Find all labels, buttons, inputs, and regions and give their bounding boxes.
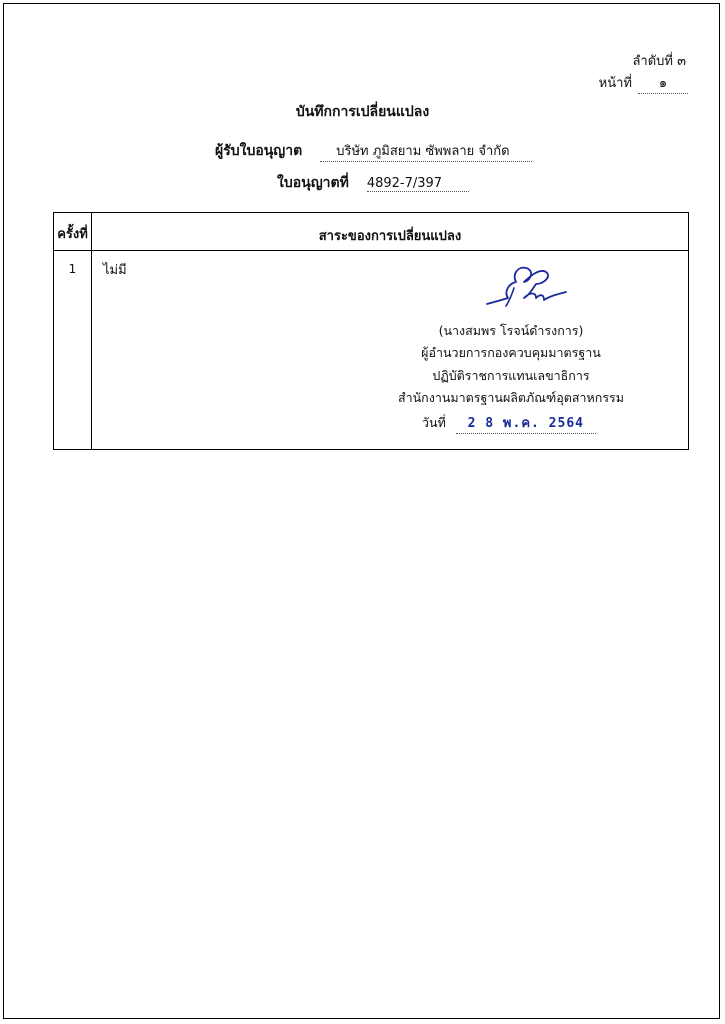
sequence-number bbox=[632, 50, 686, 71]
handwritten-signature bbox=[484, 262, 570, 318]
license-value: 4892-7/397 bbox=[367, 176, 469, 192]
signatory-office: สำนักงานมาตรฐานผลิตภัณฑ์อุตสาหกรรม bbox=[397, 389, 625, 405]
header-number: ครั้งที่ bbox=[57, 227, 88, 242]
licensee-row bbox=[215, 140, 532, 162]
date-row bbox=[422, 412, 596, 434]
column-divider bbox=[91, 213, 92, 449]
sequence-value: ๓ bbox=[677, 54, 686, 69]
signatory-name: (นางสมพร โรจน์ดำรงการ) bbox=[438, 323, 584, 338]
header-divider bbox=[54, 250, 688, 251]
page-number bbox=[599, 72, 688, 94]
row-number: 1 bbox=[68, 262, 77, 276]
date-stamp: 2 8 พ.ค. 2564 bbox=[456, 412, 596, 434]
document-title: บันทึกการเปลี่ยนแปลง bbox=[295, 104, 430, 120]
header-content: สาระของการเปลี่ยนแปลง bbox=[318, 229, 462, 244]
sequence-label: ลำดับที่ bbox=[632, 54, 673, 69]
license-label: ใบอนุญาตที่ bbox=[277, 175, 349, 191]
row-content: ไม่มี bbox=[103, 263, 127, 278]
page-value: ๑ bbox=[638, 72, 688, 94]
licensee-value: บริษัท ภูมิสยาม ซัพพลาย จำกัด bbox=[320, 140, 532, 162]
signatory-block bbox=[396, 320, 626, 409]
date-label: วันที่ bbox=[422, 415, 446, 430]
page-label: หน้าที่ bbox=[598, 76, 632, 91]
license-row bbox=[277, 172, 469, 194]
signatory-position: ผู้อำนวยการกองควบคุมมาตรฐาน bbox=[421, 345, 601, 361]
licensee-label: ผู้รับใบอนุญาต bbox=[215, 143, 303, 159]
signatory-acting-for: ปฏิบัติราชการแทนเลขาธิการ bbox=[432, 367, 590, 383]
